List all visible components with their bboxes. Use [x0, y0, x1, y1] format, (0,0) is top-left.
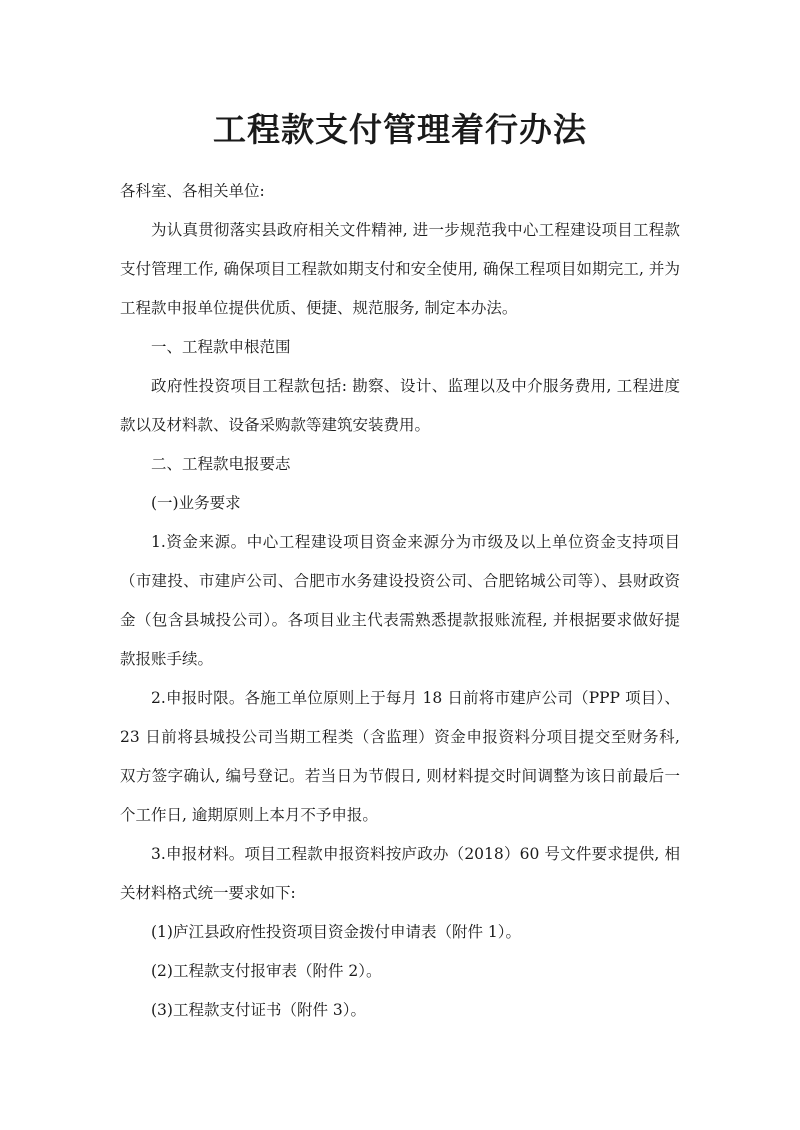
list-item-attachment-1: (1)庐江县政府性投资项目资金拨付申请表（附件 1）。 — [151, 923, 521, 941]
salutation: 各科室、各相关单位: — [120, 182, 265, 200]
paragraph-intro: 为认真贯彻落实县政府相关文件精神, 进一步规范我中心工程建设项目工程款支付管理工作, 确保项目工程款如期支付和安全使用, 确保工程项目如期完工, 并为工程款申报单位提供优质、便捷、规范服务, 制定本办法。 — [120, 221, 680, 317]
list-item-attachment-3: (3)工程款支付证书（附件 3）。 — [151, 1001, 366, 1019]
document-body — [120, 172, 680, 1030]
list-item-attachment-2: (2)工程款支付报审表（附件 2）。 — [151, 962, 382, 980]
paragraph-funding-source: 1.资金来源。中心工程建设项目资金来源分为市级及以上单位资金支持项目（市建投、市建庐公司、合肥市水务建设投资公司、合肥铭城公司等）、县财政资金（包含县城投公司）。各项目业主代表需熟悉提款报账流程, 并根据要求做好提款报账手续。 — [120, 533, 680, 668]
section-heading-scope: 一、工程款申根范围 — [151, 338, 291, 356]
paragraph-materials: 3.申报材料。项目工程款申报资料按庐政办（2018）60 号文件要求提供, 相关材料格式统一要求如下: — [120, 845, 680, 902]
section-heading-requirements: 二、工程款电报要志 — [151, 455, 291, 473]
paragraph-deadline: 2.申报时限。各施工单位原则上于每月 18 日前将市建庐公司（PPP 项目）、23 日前将县城投公司当期工程类（含监理）资金申报资料分项目提交至财务科, 双方签字确认, 编号登记。若当日为节假日, 则材料提交时间调整为该日前最后一个工作日, 逾期原则上本月不予申报。 — [120, 689, 680, 824]
subsection-heading-business: (一)业务要求 — [151, 494, 241, 512]
document-title: 工程款支付管理着行办法 — [213, 110, 587, 149]
paragraph-scope: 政府性投资项目工程款包括: 勘察、设计、监理以及中介服务费用, 工程进度款以及材料款、设备采购款等建筑安装费用。 — [120, 377, 680, 434]
